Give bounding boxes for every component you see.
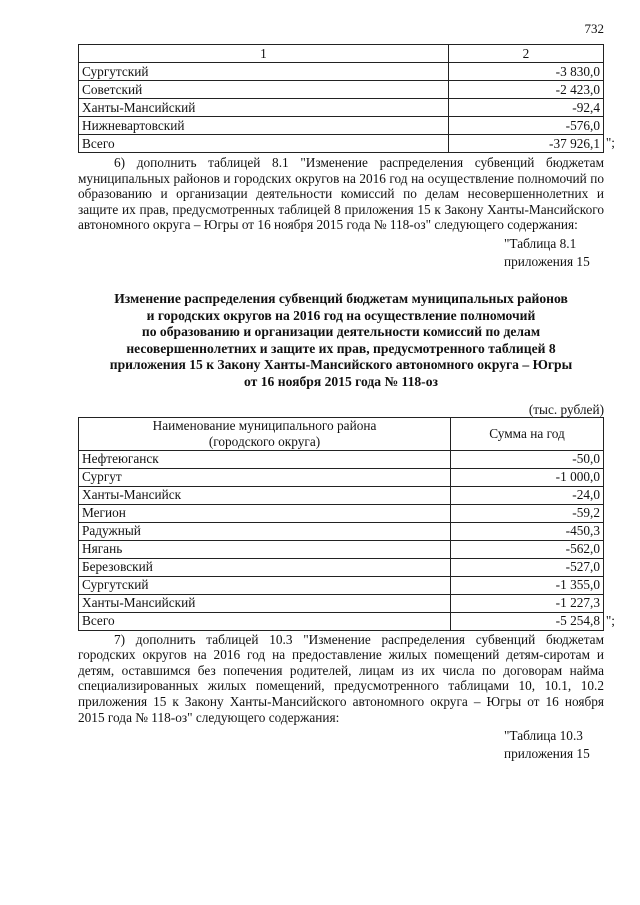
- row-amount: -576,0: [449, 117, 604, 135]
- table-label-line-1: "Таблица 10.3: [504, 728, 583, 744]
- table-row: [79, 117, 604, 135]
- table-title: [78, 291, 604, 391]
- table-subvention-changes: [78, 417, 615, 631]
- column-number-2: 2: [449, 45, 604, 63]
- table-label-line-1: "Таблица 8.1: [504, 235, 577, 251]
- table-label-line-2: приложения 15: [504, 746, 590, 762]
- row-amount: -50,0: [451, 450, 604, 468]
- title-line: и городских округов на 2016 год на осуществление полномочий: [146, 307, 536, 323]
- table-header-row: [79, 417, 604, 450]
- table-total-row: [79, 135, 604, 153]
- total-value: -5 254,8: [555, 613, 600, 629]
- total-value: -37 926,1: [549, 135, 600, 151]
- table-row: [79, 594, 604, 612]
- row-amount: -24,0: [451, 486, 604, 504]
- total-value-cell: [449, 135, 615, 153]
- page-number: 732: [584, 21, 604, 36]
- table-label-10-3: [504, 727, 604, 763]
- row-amount: -2 423,0: [449, 81, 604, 99]
- title-line: несовершеннолетних и защите их прав, предусмотренного таблицей 8: [126, 340, 556, 356]
- header-municipality-line-2: (городского округа): [208, 433, 321, 449]
- row-amount: -1 227,3: [451, 594, 604, 612]
- closing-quote: ";: [605, 135, 615, 150]
- total-value-cell: [451, 612, 615, 630]
- row-amount: -450,3: [451, 522, 604, 540]
- table-row: [79, 450, 604, 468]
- table-row: [79, 576, 604, 594]
- table-row: [79, 540, 604, 558]
- table-row: [79, 81, 604, 99]
- paragraph-6: 6) дополнить таблицей 8.1 "Изменение распределения субвенций бюджетам муниципальных районов и городских округов на 2016 год на осуществление полномочий по образованию и организации деятельности комиссий по делам несовершеннолетних и защите их прав, предусмотренных таблицей 8 приложения 15 к Закону Ханты-Мансийского автономного округа – Югры от 16 ноября 2015 года № 118-оз" следующего содержания:: [78, 155, 604, 233]
- row-name: Ханты-Мансийск: [79, 486, 451, 504]
- total-label: Всего: [79, 135, 449, 153]
- row-amount: -59,2: [451, 504, 604, 522]
- header-amount: Сумма на год: [451, 417, 604, 450]
- row-name: Сургутский: [79, 63, 449, 81]
- row-name: Советский: [79, 81, 449, 99]
- table-header-row: [79, 45, 604, 63]
- header-municipality: [79, 417, 451, 450]
- row-name: Радужный: [79, 522, 451, 540]
- row-name: Ханты-Мансийский: [79, 594, 451, 612]
- paragraph-7: 7) дополнить таблицей 10.3 "Изменение распределения субвенций бюджетам городских округов на 2016 год на предоставление жилых помещений детям-сиротам и детям, оставшимся без попечения родителей, лицам из их числа по договорам найма специализированных жилых помещений, предусмотренного таблицами 10, 10.1, 10.2 приложения 15 к Закону Ханты-Мансийского автономного округа – Югры от 16 ноября 2015 года № 118-оз" следующего содержания:: [78, 631, 604, 725]
- table-row: [79, 522, 604, 540]
- row-name: Сургутский: [79, 576, 451, 594]
- table-row: [79, 99, 604, 117]
- table-row: [79, 558, 604, 576]
- row-name: Березовский: [79, 558, 451, 576]
- row-amount: -1 355,0: [451, 576, 604, 594]
- table-label-8-1: [504, 235, 604, 271]
- table-row: [79, 468, 604, 486]
- table-row: [79, 486, 604, 504]
- header-municipality-line-1: Наименование муниципального района: [152, 417, 377, 433]
- unit-note: (тыс. рублей): [528, 401, 604, 417]
- row-name: Сургут: [79, 468, 451, 486]
- closing-quote: ";: [605, 612, 615, 628]
- title-line: приложения 15 к Закону Ханты-Мансийского автономного округа – Югры: [109, 357, 573, 373]
- row-amount: -92,4: [449, 99, 604, 117]
- row-amount: -1 000,0: [451, 468, 604, 486]
- row-amount: -562,0: [451, 540, 604, 558]
- row-name: Ханты-Мансийский: [79, 99, 449, 117]
- row-name: Мегион: [79, 504, 451, 522]
- row-name: Нижневартовский: [79, 117, 449, 135]
- table-district-amounts: [78, 44, 615, 153]
- title-line: Изменение распределения субвенций бюджетам муниципальных районов: [114, 290, 568, 306]
- row-amount: -527,0: [451, 558, 604, 576]
- total-label: Всего: [79, 612, 451, 630]
- column-number-1: 1: [79, 45, 449, 63]
- title-line: по образованию и организации деятельности комиссий по делам: [141, 324, 541, 340]
- table-total-row: [79, 612, 604, 630]
- row-amount: -3 830,0: [449, 63, 604, 81]
- row-name: Нефтеюганск: [79, 450, 451, 468]
- row-name: Нягань: [79, 540, 451, 558]
- table-row: [79, 63, 604, 81]
- table-label-line-2: приложения 15: [504, 253, 590, 269]
- table-row: [79, 504, 604, 522]
- title-line: от 16 ноября 2015 года № 118-оз: [244, 373, 438, 389]
